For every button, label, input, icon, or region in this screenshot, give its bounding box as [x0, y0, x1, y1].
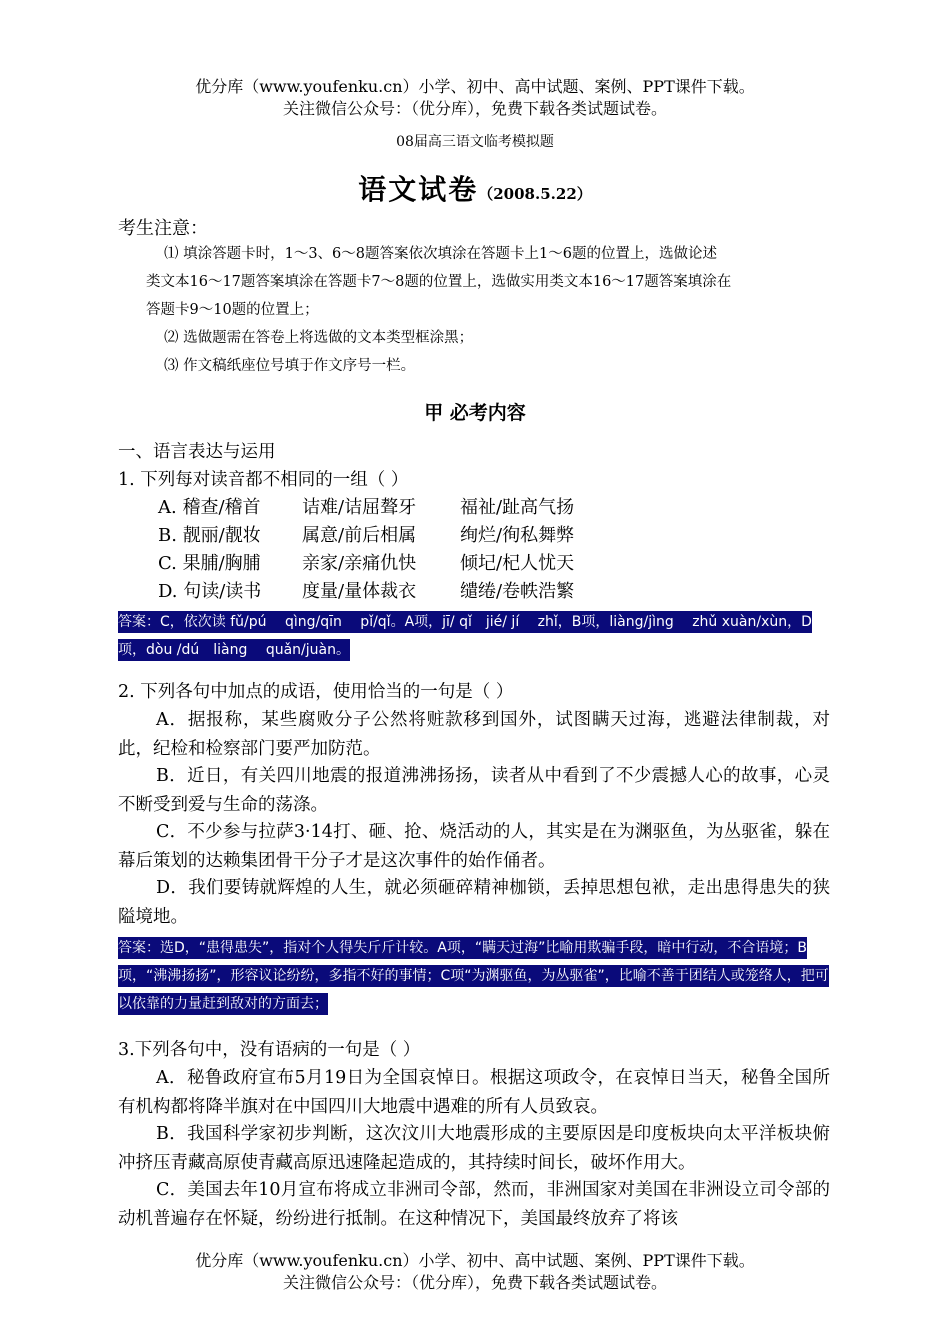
q1-option-c-2: 亲家/亲痛仇快: [302, 553, 417, 574]
q3-option-a: A．秘鲁政府宣布5月19日为全国哀悼日。根据这项政令，在哀悼日当天，秘鲁全国所有机构都将降半旗对在中国四川大地震中遇难的所有人员致哀。: [118, 1068, 830, 1117]
q1-option-d-2: 度量/量体裁衣: [302, 581, 417, 602]
q2-stem: 2. 下列各句中加点的成语，使用恰当的一句是（ ）: [118, 682, 514, 702]
q1-answer: [118, 608, 830, 664]
q3-option-b: B．我国科学家初步判断，这次汶川大地震形成的主要原因是印度板块向太平洋板块俯冲挤压青藏高原使青藏高原迅速隆起造成的，其持续时间长，破坏作用大。: [118, 1124, 830, 1173]
q1-stem: 1. 下列每对读音都不相同的一组（ ）: [118, 470, 409, 490]
q1-answer-text: 答案：C，依次读 fǔ/pú qìng/qīn pǐ/qǐ。A项，jī/ qǐ jié/ jí zhǐ，B项，liàng/jìng zhǔ xuàn/xùn，D项，dòu /dú liàng quǎn/juàn。: [118, 611, 812, 661]
q1-option-a-1: A. 稽查/稽首: [158, 497, 261, 518]
notice-item-1c: 答题卡9～10题的位置上；: [146, 302, 319, 318]
q1-option-b-2: 属意/前后相属: [302, 525, 417, 546]
footer-line-2: 关注微信公众号：（优分库），免费下载各类试题试卷。: [282, 1273, 667, 1292]
notice-heading: 考生注意：: [118, 218, 208, 239]
header-line-2: 关注微信公众号：（优分库），免费下载各类试题试卷。: [282, 99, 667, 118]
footer-line-1: 优分库（www.youfenku.cn）小学、初中、高中试题、案例、PPT课件下载。: [195, 1251, 755, 1270]
q2-answer-text: 答案：选D，“患得患失”，指对个人得失斤斤计较。A项，“瞒天过海”比喻用欺骗手段，暗中行动，不合语境；B项，“沸沸扬扬”，形容议论纷纷，多指不好的事情；C项“为渊驱鱼，为丛驱雀”，比喻不善于团结人或笼络人，把可以依靠的力量赶到敌对的方面去；: [118, 937, 829, 1015]
header-line-1: 优分库（www.youfenku.cn）小学、初中、高中试题、案例、PPT课件下载。: [195, 77, 755, 96]
notice-item-1a: ⑴ 填涂答题卡时，1～3、6～8题答案依次填涂在答题卡上1～6题的位置上，选做论述: [164, 246, 717, 262]
q2-answer: [118, 934, 830, 1018]
q3-stem: 3.下列各句中，没有语病的一句是（ ）: [118, 1040, 421, 1060]
section-title: 甲 必考内容: [424, 402, 526, 424]
q2-option-c: C．不少参与拉萨3·14打、砸、抢、烧活动的人，其实是在为渊驱鱼，为丛驱雀，躲在幕后策划的达赖集团骨干分子才是这次事件的始作俑者。: [118, 822, 830, 871]
q2-option-b: B．近日，有关四川地震的报道沸沸扬扬，读者从中看到了不少震撼人心的故事，心灵不断受到爱与生命的荡涤。: [118, 766, 830, 815]
q1-option-a-3: 福祉/趾高气扬: [460, 497, 575, 518]
notice-item-1b: 类文本16～17题答案填涂在答题卡7～8题的位置上，选做实用类文本16～17题答案填涂在: [146, 274, 732, 290]
title-main: 语文试卷: [358, 173, 479, 206]
q3-option-c: C．美国去年10月宣布将成立非洲司令部，然而，非洲国家对美国在非洲设立司令部的动机普遍存在怀疑，纷纷进行抵制。在这种情况下，美国最终放弃了将该: [118, 1180, 830, 1229]
q1-option-d-1: D. 句读/读书: [158, 581, 262, 602]
q1-option-b-3: 绚烂/徇私舞弊: [460, 525, 575, 546]
q1-option-d-3: 缱绻/卷帙浩繁: [460, 581, 575, 602]
notice-item-2: ⑵ 选做题需在答卷上将选做的文本类型框涂黑；: [164, 330, 474, 346]
title-date: （2008.5.22）: [478, 185, 592, 203]
notice-item-3: ⑶ 作文稿纸座位号填于作文序号一栏。: [164, 358, 416, 374]
q1-option-a-2: 诘难/诘屈聱牙: [302, 497, 417, 518]
q2-option-a: A．据报称，某些腐败分子公然将赃款移到国外，试图瞒天过海，逃避法律制裁，对此，纪检和检察部门要严加防范。: [118, 710, 830, 759]
exam-subtitle: 08届高三语文临考模拟题: [396, 134, 554, 150]
q1-option-c-3: 倾圮/杞人忧天: [460, 553, 575, 574]
part1-title: 一、语言表达与运用: [118, 442, 276, 462]
exam-title: [0, 168, 950, 208]
q2-option-d: D．我们要铸就辉煌的人生，就必须砸碎精神枷锁，丢掉思想包袱，走出患得患失的狭隘境地。: [118, 878, 830, 927]
q1-option-c-1: C. 果脯/胸脯: [158, 553, 261, 574]
q1-option-b-1: B. 靓丽/靓妆: [158, 525, 261, 546]
